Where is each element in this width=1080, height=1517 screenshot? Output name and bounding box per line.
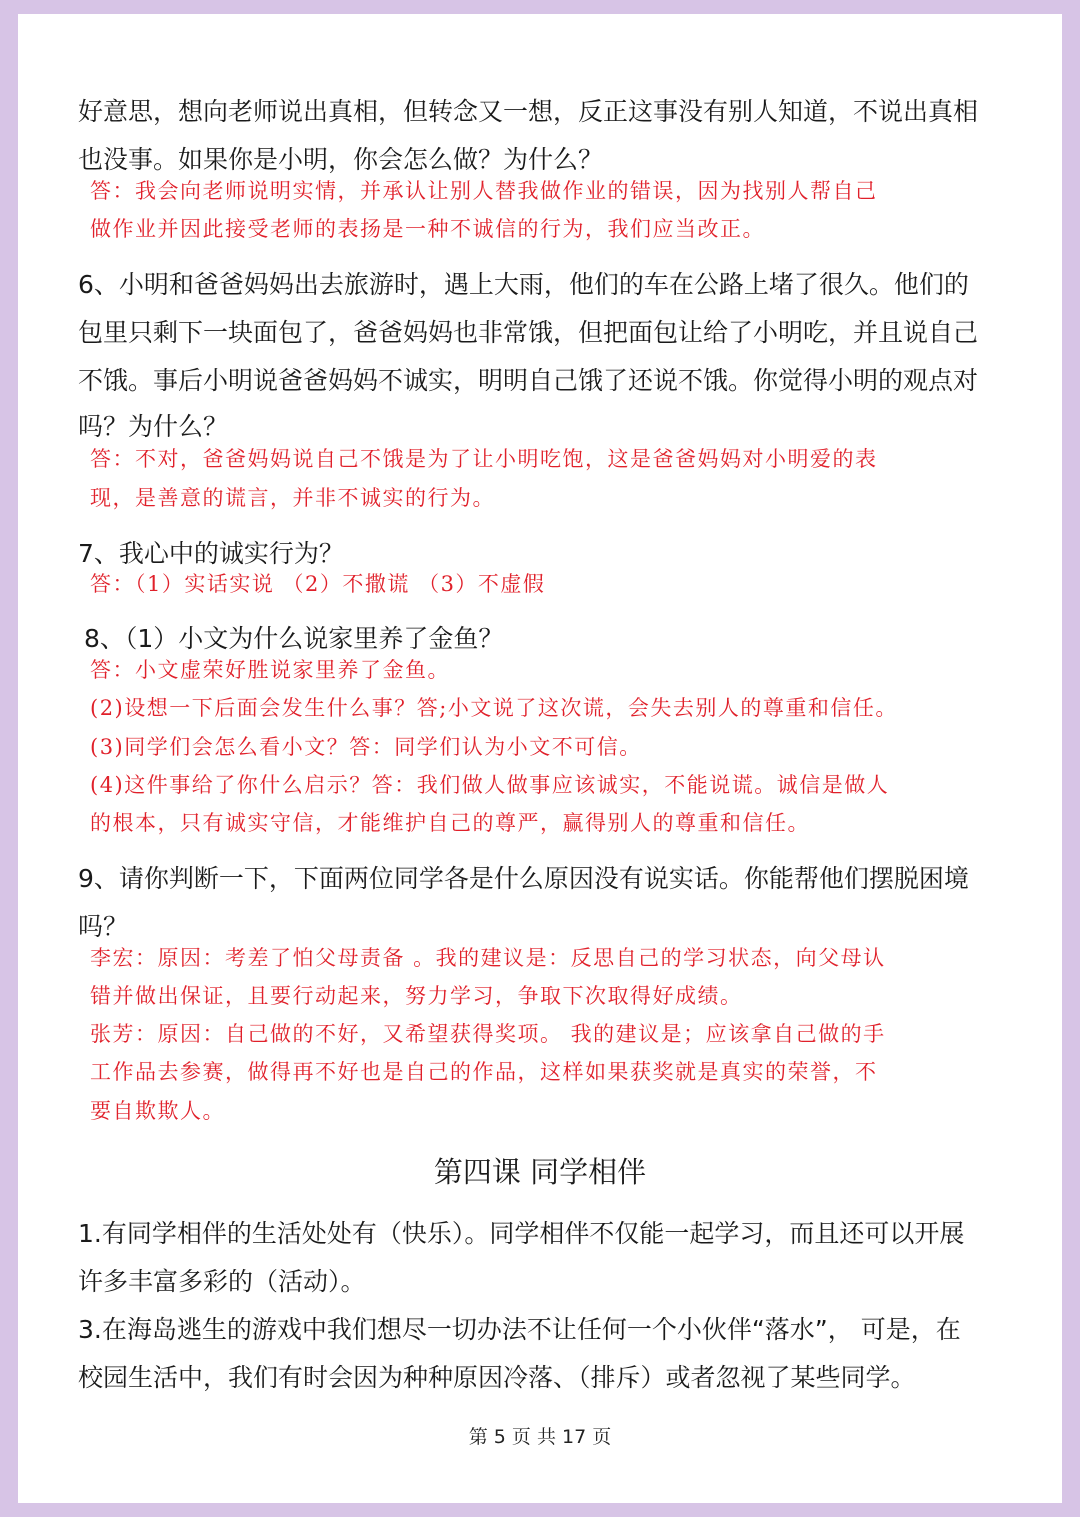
answer-6-line-1: 答：不对，爸爸妈妈说自己不饿是为了让小明吃饱，这是爸爸妈妈对小明爱的表: [90, 447, 878, 471]
answer-9-line-1: 李宏：原因：考差了怕父母责备 。我的建议是：反思自己的学习状态，向父母认: [90, 946, 886, 970]
answer-9-line-4: 工作品去参赛，做得再不好也是自己的作品，这样如果获奖就是真实的荣誉，不: [90, 1060, 878, 1084]
answer-8-line-1: 答：小文虚荣好胜说家里养了金鱼。: [90, 658, 450, 682]
question-6-line-3: 不饿。事后小明说爸爸妈妈不诚实，明明自己饿了还说不饿。你觉得小明的观点对: [78, 366, 979, 395]
question-6-line-4: 吗？为什么？: [78, 412, 229, 441]
answer-6-line-2: 现，是善意的谎言，并非不诚实的行为。: [90, 486, 495, 510]
answer-9-line-3: 张芳：原因：自己做的不好，又希望获得奖项。 我的建议是；应该拿自己做的手: [90, 1022, 886, 1046]
answer-5-line-1: 答：我会向老师说明实情，并承认让别人替我做作业的错误，因为找别人帮自己: [90, 179, 878, 203]
lesson-title: 第四课 同学相伴: [433, 1155, 647, 1189]
answer-8-line-4: (4)这件事给了你什么启示？答：我们做人做事应该诚实，不能说谎。诚信是做人: [90, 773, 890, 797]
answer-8-line-5: 的根本，只有诚实守信，才能维护自己的尊严，赢得别人的尊重和信任。: [90, 811, 810, 835]
answer-9-line-5: 要自欺欺人。: [90, 1099, 225, 1123]
question-7: 7、我心中的诚实行为？: [78, 539, 344, 568]
answer-7: 答：（1）实话实说 （2）不撒谎 （3）不虚假: [90, 572, 546, 596]
answer-8-line-3: (3)同学们会怎么看小文？答：同学们认为小文不可信。: [90, 735, 642, 759]
document-page: [18, 14, 1062, 1503]
question-9-line-1: 9、请你判断一下，下面两位同学各是什么原因没有说实话。你能帮他们摆脱困境: [78, 864, 969, 893]
question-5-line-2: 也没事。如果你是小明，你会怎么做？为什么？: [78, 145, 604, 174]
answer-8-line-2: (2)设想一下后面会发生什么事？答;小文说了这次谎，会失去别人的尊重和信任。: [90, 696, 898, 720]
question-6-line-2: 包里只剩下一块面包了，爸爸妈妈也非常饿，但把面包让给了小明吃，并且说自己: [78, 318, 979, 347]
page-number-footer: 第 5 页 共 17 页: [468, 1426, 612, 1448]
answer-5-line-2: 做作业并因此接受老师的表扬是一种不诚信的行为，我们应当改正。: [90, 217, 765, 241]
question-6-line-1: 6、小明和爸爸妈妈出去旅游时，遇上大雨，他们的车在公路上堵了很久。他们的: [78, 270, 969, 299]
answer-9-line-2: 错并做出保证，且要行动起来，努力学习，争取下次取得好成绩。: [90, 984, 743, 1008]
question-9-line-2: 吗？: [78, 912, 129, 941]
lesson-item-3-line-1: 3.在海岛逃生的游戏中我们想尽一切办法不让任何一个小伙伴“落水”， 可是，在: [78, 1315, 961, 1344]
lesson-item-1-line-1: 1.有同学相伴的生活处处有（快乐）。同学相伴不仅能一起学习，而且还可以开展: [78, 1219, 965, 1248]
lesson-item-3-line-2: 校园生活中，我们有时会因为种种原因冷落、（排斥）或者忽视了某些同学。: [78, 1363, 916, 1392]
question-8: 8、（1）小文为什么说家里养了金鱼？: [84, 624, 504, 653]
question-5-line-1: 好意思，想向老师说出真相，但转念又一想，反正这事没有别人知道，不说出真相: [78, 97, 979, 126]
lesson-item-1-line-2: 许多丰富多彩的（活动）。: [78, 1267, 366, 1296]
